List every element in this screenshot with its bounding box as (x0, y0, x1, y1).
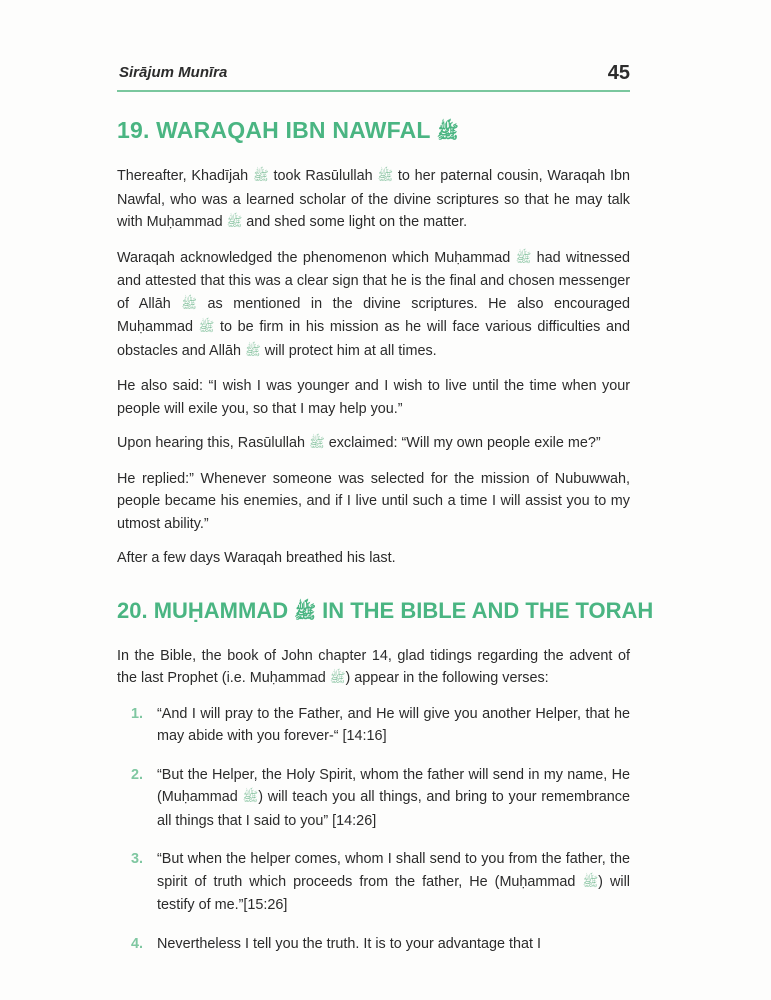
intro-paragraph (117, 645, 630, 691)
text-run: “And I will pray to the Father, and He will give you another Helper, that he may abide with you forever-“ [14:16] (157, 705, 630, 744)
verse-text (157, 764, 630, 833)
paragraph (117, 247, 630, 364)
text-run: as mentioned in the divine scriptures. He also encouraged Muḥammad (117, 295, 631, 335)
paragraph (117, 432, 630, 456)
text-run: and shed some light on the matter. (242, 214, 468, 230)
list-item (117, 848, 630, 917)
page-content (117, 117, 654, 971)
text-run: ) will teach you all things, and bring to your remembrance all things that I said to you” [14:26] (157, 789, 630, 829)
paragraph (117, 468, 630, 536)
verse-text (157, 933, 630, 956)
list-number: 1. (131, 705, 144, 722)
text-run: Upon hearing this, Rasūlullah (117, 435, 309, 451)
list-item (117, 933, 630, 956)
text-run: ) will testify of me.”[15:26] (157, 873, 630, 913)
honorific-glyph: ﷺ (245, 343, 261, 359)
paragraph (117, 375, 630, 420)
heading-text: IN THE BIBLE AND THE TORAH (315, 597, 654, 623)
honorific-glyph: ﷺ (329, 671, 346, 686)
honorific-glyph: ﷺ (436, 122, 459, 143)
paragraph (117, 165, 630, 235)
verse-text (157, 703, 630, 748)
honorific-glyph: ﷺ (309, 436, 325, 451)
text-run: Nevertheless I tell you the truth. It is to your advantage that I (157, 935, 541, 952)
text-run: In the Bible, the book of John chapter 14, glad tidings regarding the advent of the last Prophet (i.e. Muḥammad (117, 647, 630, 686)
running-title: Sirājum Munīra (119, 64, 228, 81)
paragraph (117, 547, 630, 570)
text-run: He also said: “I wish I was younger and I wish to live until the time when your people will exile you, so that I may help you.” (117, 378, 630, 417)
list-number: 2. (131, 766, 144, 783)
honorific-glyph: ﷺ (377, 169, 394, 184)
honorific-glyph: ﷺ (198, 320, 215, 335)
text-run: ) appear in the following verses: (345, 670, 549, 686)
text-run: After a few days Waraqah breathed his last. (117, 550, 396, 566)
list-item (117, 703, 630, 748)
text-run: He replied:” Whenever someone was selected for the mission of Nubuwwah, people became his enemies, and if I live until such a time I will assist you to my utmost ability.” (117, 470, 630, 532)
text-run: had witnessed and attested that this was a clear sign that he is the final and chosen messenger of Allāh (117, 249, 630, 312)
text-run: “But the Helper, the Holy Spirit, whom the father will send in my name, He (Muḥammad (157, 766, 630, 805)
honorific-glyph: ﷺ (242, 790, 259, 805)
text-run: to her paternal cousin, Waraqah Ibn Nawfal, who was a learned scholar of the divine scriptures so that he may talk with Muḥammad (117, 168, 630, 230)
text-run: to be firm in his mission as he will face various difficulties and obstacles and Allāh (117, 319, 630, 359)
page-header (117, 58, 630, 92)
honorific-glyph: ﷺ (294, 601, 316, 623)
text-run: took Rasūlullah (268, 168, 378, 184)
list-number: 3. (131, 851, 144, 867)
honorific-glyph: ﷺ (582, 874, 599, 890)
text-run: Thereafter, Khadījah (117, 168, 253, 184)
text-run: will protect him at all times. (260, 342, 437, 359)
section-heading-waraqah (117, 117, 630, 147)
text-run: Waraqah acknowledged the phenomenon which Muḥammad (117, 249, 516, 266)
text-run: exclaimed: “Will my own people exile me?” (324, 435, 601, 451)
page-number: 45 (607, 62, 630, 84)
honorific-glyph: ﷺ (515, 250, 532, 266)
verse-text (157, 848, 630, 917)
list-item (117, 764, 630, 833)
honorific-glyph: ﷺ (181, 296, 197, 312)
verse-list (117, 703, 630, 956)
section-heading-bible-torah (117, 597, 654, 627)
heading-text: 20. MUḤAMMAD (117, 597, 295, 623)
honorific-glyph: ﷺ (252, 169, 269, 184)
list-number: 4. (131, 935, 144, 952)
heading-text: 19. WARAQAH IBN NAWFAL (117, 117, 431, 143)
honorific-glyph: ﷺ (226, 215, 243, 230)
text-run: “But when the helper comes, whom I shall send to you from the father, the spirit of truth which proceeds from the father, He (Muḥammad (157, 851, 630, 890)
